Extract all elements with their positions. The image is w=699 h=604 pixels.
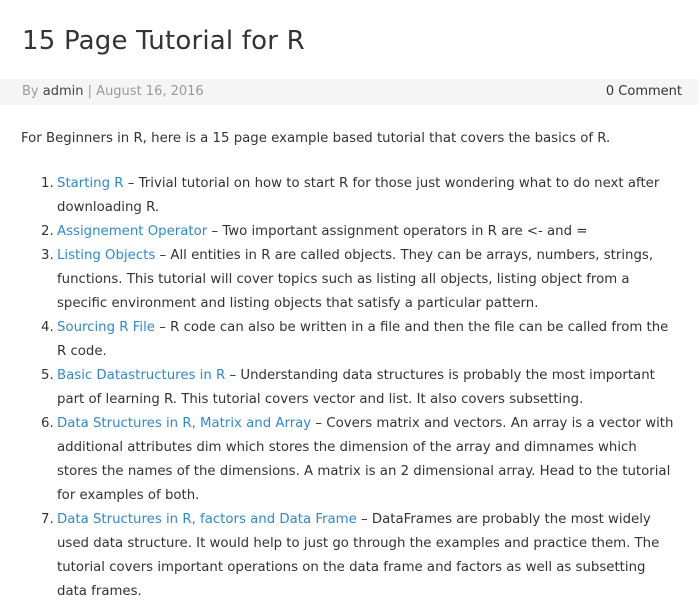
list-number: 6. bbox=[41, 416, 54, 431]
tutorial-link-starting-r[interactable]: Starting R bbox=[57, 176, 124, 191]
post-date: August 16, 2016 bbox=[96, 84, 204, 99]
tutorial-link-factors-and-data-frame[interactable]: Data Structures in R, factors and Data Frame bbox=[57, 512, 357, 527]
comments-link[interactable]: 0 Comment bbox=[605, 84, 682, 99]
list-number: 5. bbox=[41, 368, 54, 383]
list-item-description: – Two important assignment operators in R are <- and = bbox=[207, 224, 588, 239]
list-item bbox=[41, 508, 677, 604]
list-item bbox=[41, 172, 677, 220]
list-item bbox=[41, 244, 677, 316]
tutorial-link-listing-objects[interactable]: Listing Objects bbox=[57, 248, 156, 263]
list-number: 3. bbox=[41, 248, 54, 263]
tutorial-link-assignement-operator[interactable]: Assignement Operator bbox=[57, 224, 208, 239]
list-number: 7. bbox=[41, 512, 54, 527]
list-number: 1. bbox=[41, 176, 54, 191]
list-item-description: – Understanding data structures is probably the most important part of learning R. This tutorial covers vector and list. It also covers subsetting. bbox=[57, 368, 655, 407]
by-label: By bbox=[22, 84, 39, 99]
list-item-description: – All entities in R are called objects. They can be arrays, numbers, strings, functions. This tutorial will cover topics such as listing all objects, listing object from a specific environment and listing objects that satisfy a particular pattern. bbox=[57, 248, 654, 311]
post-title: 15 Page Tutorial for R bbox=[22, 26, 305, 56]
meta-separator: | bbox=[87, 84, 93, 99]
post-meta-bar bbox=[0, 79, 699, 105]
post-byline bbox=[22, 84, 204, 99]
list-item-description: – Covers matrix and vectors. An array is a vector with additional attributes dim which stores the dimension of the array and dimnames which stores the names of the dimensions. A matrix is an 2 dimensional array. Head to the tutorial for examples of both. bbox=[57, 416, 674, 503]
tutorial-list bbox=[41, 172, 677, 604]
intro-paragraph: For Beginners in R, here is a 15 page example based tutorial that covers the basics of R. bbox=[21, 131, 611, 146]
list-number: 2. bbox=[41, 224, 54, 239]
list-item-description: – DataFrames are probably the most widely used data structure. It would help to just go through the examples and practice them. The tutorial covers important operations on the data frame and factors as well as subsetting data frames. bbox=[57, 512, 660, 599]
tutorial-link-matrix-and-array[interactable]: Data Structures in R, Matrix and Array bbox=[57, 416, 312, 431]
list-item bbox=[41, 364, 677, 412]
list-item bbox=[41, 412, 677, 508]
tutorial-link-basic-datastructures[interactable]: Basic Datastructures in R bbox=[57, 368, 226, 383]
list-item bbox=[41, 316, 677, 364]
list-item-description: – Trivial tutorial on how to start R for those just wondering what to do next after downloading R. bbox=[57, 176, 660, 215]
list-item-description: – R code can also be written in a file and then the file can be called from the R code. bbox=[57, 320, 669, 359]
tutorial-link-sourcing-r-file[interactable]: Sourcing R File bbox=[57, 320, 155, 335]
author-link[interactable]: admin bbox=[42, 84, 84, 99]
list-item bbox=[41, 220, 677, 244]
list-number: 4. bbox=[41, 320, 54, 335]
